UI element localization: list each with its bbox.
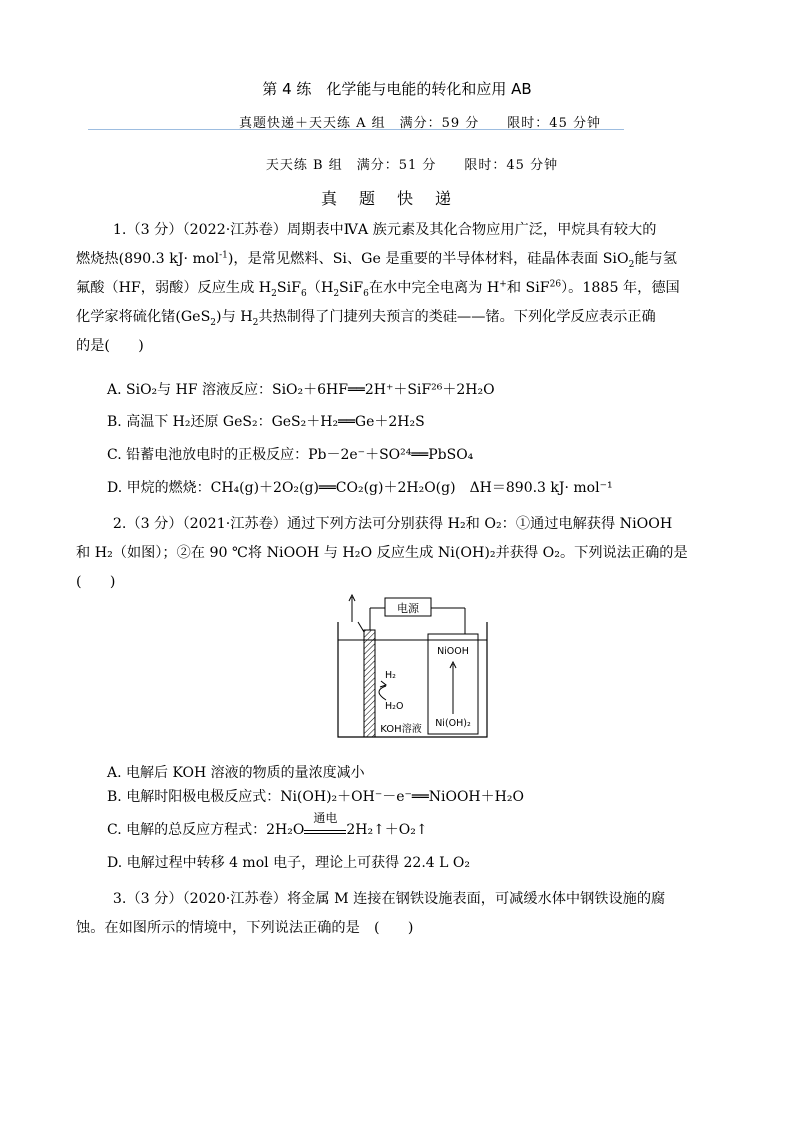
q3-line-1: 3.（3 分）（2020·江苏卷）将金属 M 连接在钢铁设施表面，可减缓水体中钢铁设施的腐 (112, 891, 666, 907)
h2o-label: H₂O (385, 701, 404, 712)
page-title: 第 4 练 化学能与电能的转化和应用 AB (262, 80, 532, 98)
q1-line-2: 燃烧热(890.3 kJ· mol$^{-1}$)，是常见燃料、Si、Ge 是重要的半导体材料，硅晶体表面 SiO$_2$能与氢 (76, 250, 677, 270)
q3-line-2: 蚀。在如图所示的情境中，下列说法正确的是 ( ) (76, 920, 414, 936)
h2-label: H₂ (385, 670, 396, 681)
q2-line-3: ( ) (76, 574, 116, 590)
q2-option-b: B. 电解时阳极电极反应式：Ni(OH)₂＋OH⁻－e⁻══NiOOH＋H₂O (107, 789, 524, 805)
q2-option-d: D. 电解过程中转移 4 mol 电子，理论上可获得 22.4 L O₂ (107, 855, 470, 871)
q1-option-b: B. 高温下 H₂还原 GeS₂：GeS₂＋H₂══Ge＋2H₂S (107, 414, 425, 430)
q1-line-4: 化学家将硫化锗(GeS$_2$)与 $H_2$共热制得了门捷列夫预言的类硅——锗。下列化学反应表示正确 (76, 309, 656, 328)
question-1-stem (76, 216, 722, 361)
niooh-label: NiOOH (437, 646, 469, 657)
q1-option-a: A. SiO₂与 HF 溶液反应：SiO₂＋6HF══2H⁺＋SiF²⁶＋2H₂O (107, 382, 495, 398)
koh-label: KOH溶液 (380, 724, 422, 735)
electrolysis-figure (330, 592, 492, 740)
subtitle-b: 天天练 B 组 满分：51 分 限时：45 分钟 (265, 158, 559, 173)
divider (88, 129, 624, 130)
q1-line-1: 1.（3 分）（2022·江苏卷）周期表中ⅣA 族元素及其化合物应用广泛，甲烷具有较大的 (112, 222, 657, 238)
q1-line-3: 氟酸（HF，弱酸）反应生成 $H_2SiF_6(H_2SiF_6$在水中完全电离为 H+和 SiF$^{26}$）。1885 年，德国 (76, 279, 680, 299)
q2-option-a: A. 电解后 KOH 溶液的物质的量浓度减小 (107, 765, 365, 781)
q2-line-1: 2.（3 分）（2021·江苏卷）通过下列方法可分别获得 H₂和 O₂：①通过电解获得 NiOOH (112, 516, 673, 532)
q1-option-c: C. 铅蓄电池放电时的正极反应：Pb－2e⁻＋SO²⁴══PbSO₄ (107, 447, 474, 463)
nioh2-label: Ni(OH)₂ (435, 718, 471, 729)
power-label: 电源 (397, 602, 419, 615)
electrolysis-condition-arrow: 通电 (304, 824, 346, 834)
q1-option-d: D. 甲烷的燃烧：CH₄(g)＋2O₂(g)══CO₂(g)＋2H₂O(g) ΔH＝890.3 kJ· mol⁻¹ (107, 480, 613, 496)
subtitle-ab: 真题快递＋天天练 A 组 满分：59 分 限时：45 分钟 (238, 116, 601, 131)
section-title: 真题快递 (320, 189, 473, 208)
question-3-stem (76, 885, 722, 943)
question-2-stem (76, 510, 722, 597)
q2-line-2: 和 H₂（如图）；②在 90 ℃将 NiOOH 与 H₂O 反应生成 Ni(OH)₂并获得 O₂。下列说法正确的是 (76, 545, 688, 561)
q1-line-5: 的是( ) (76, 338, 144, 354)
q2-option-c: C. 电解的总反应方程式：2H₂O 通电 2H₂↑＋O₂↑ (107, 811, 428, 838)
